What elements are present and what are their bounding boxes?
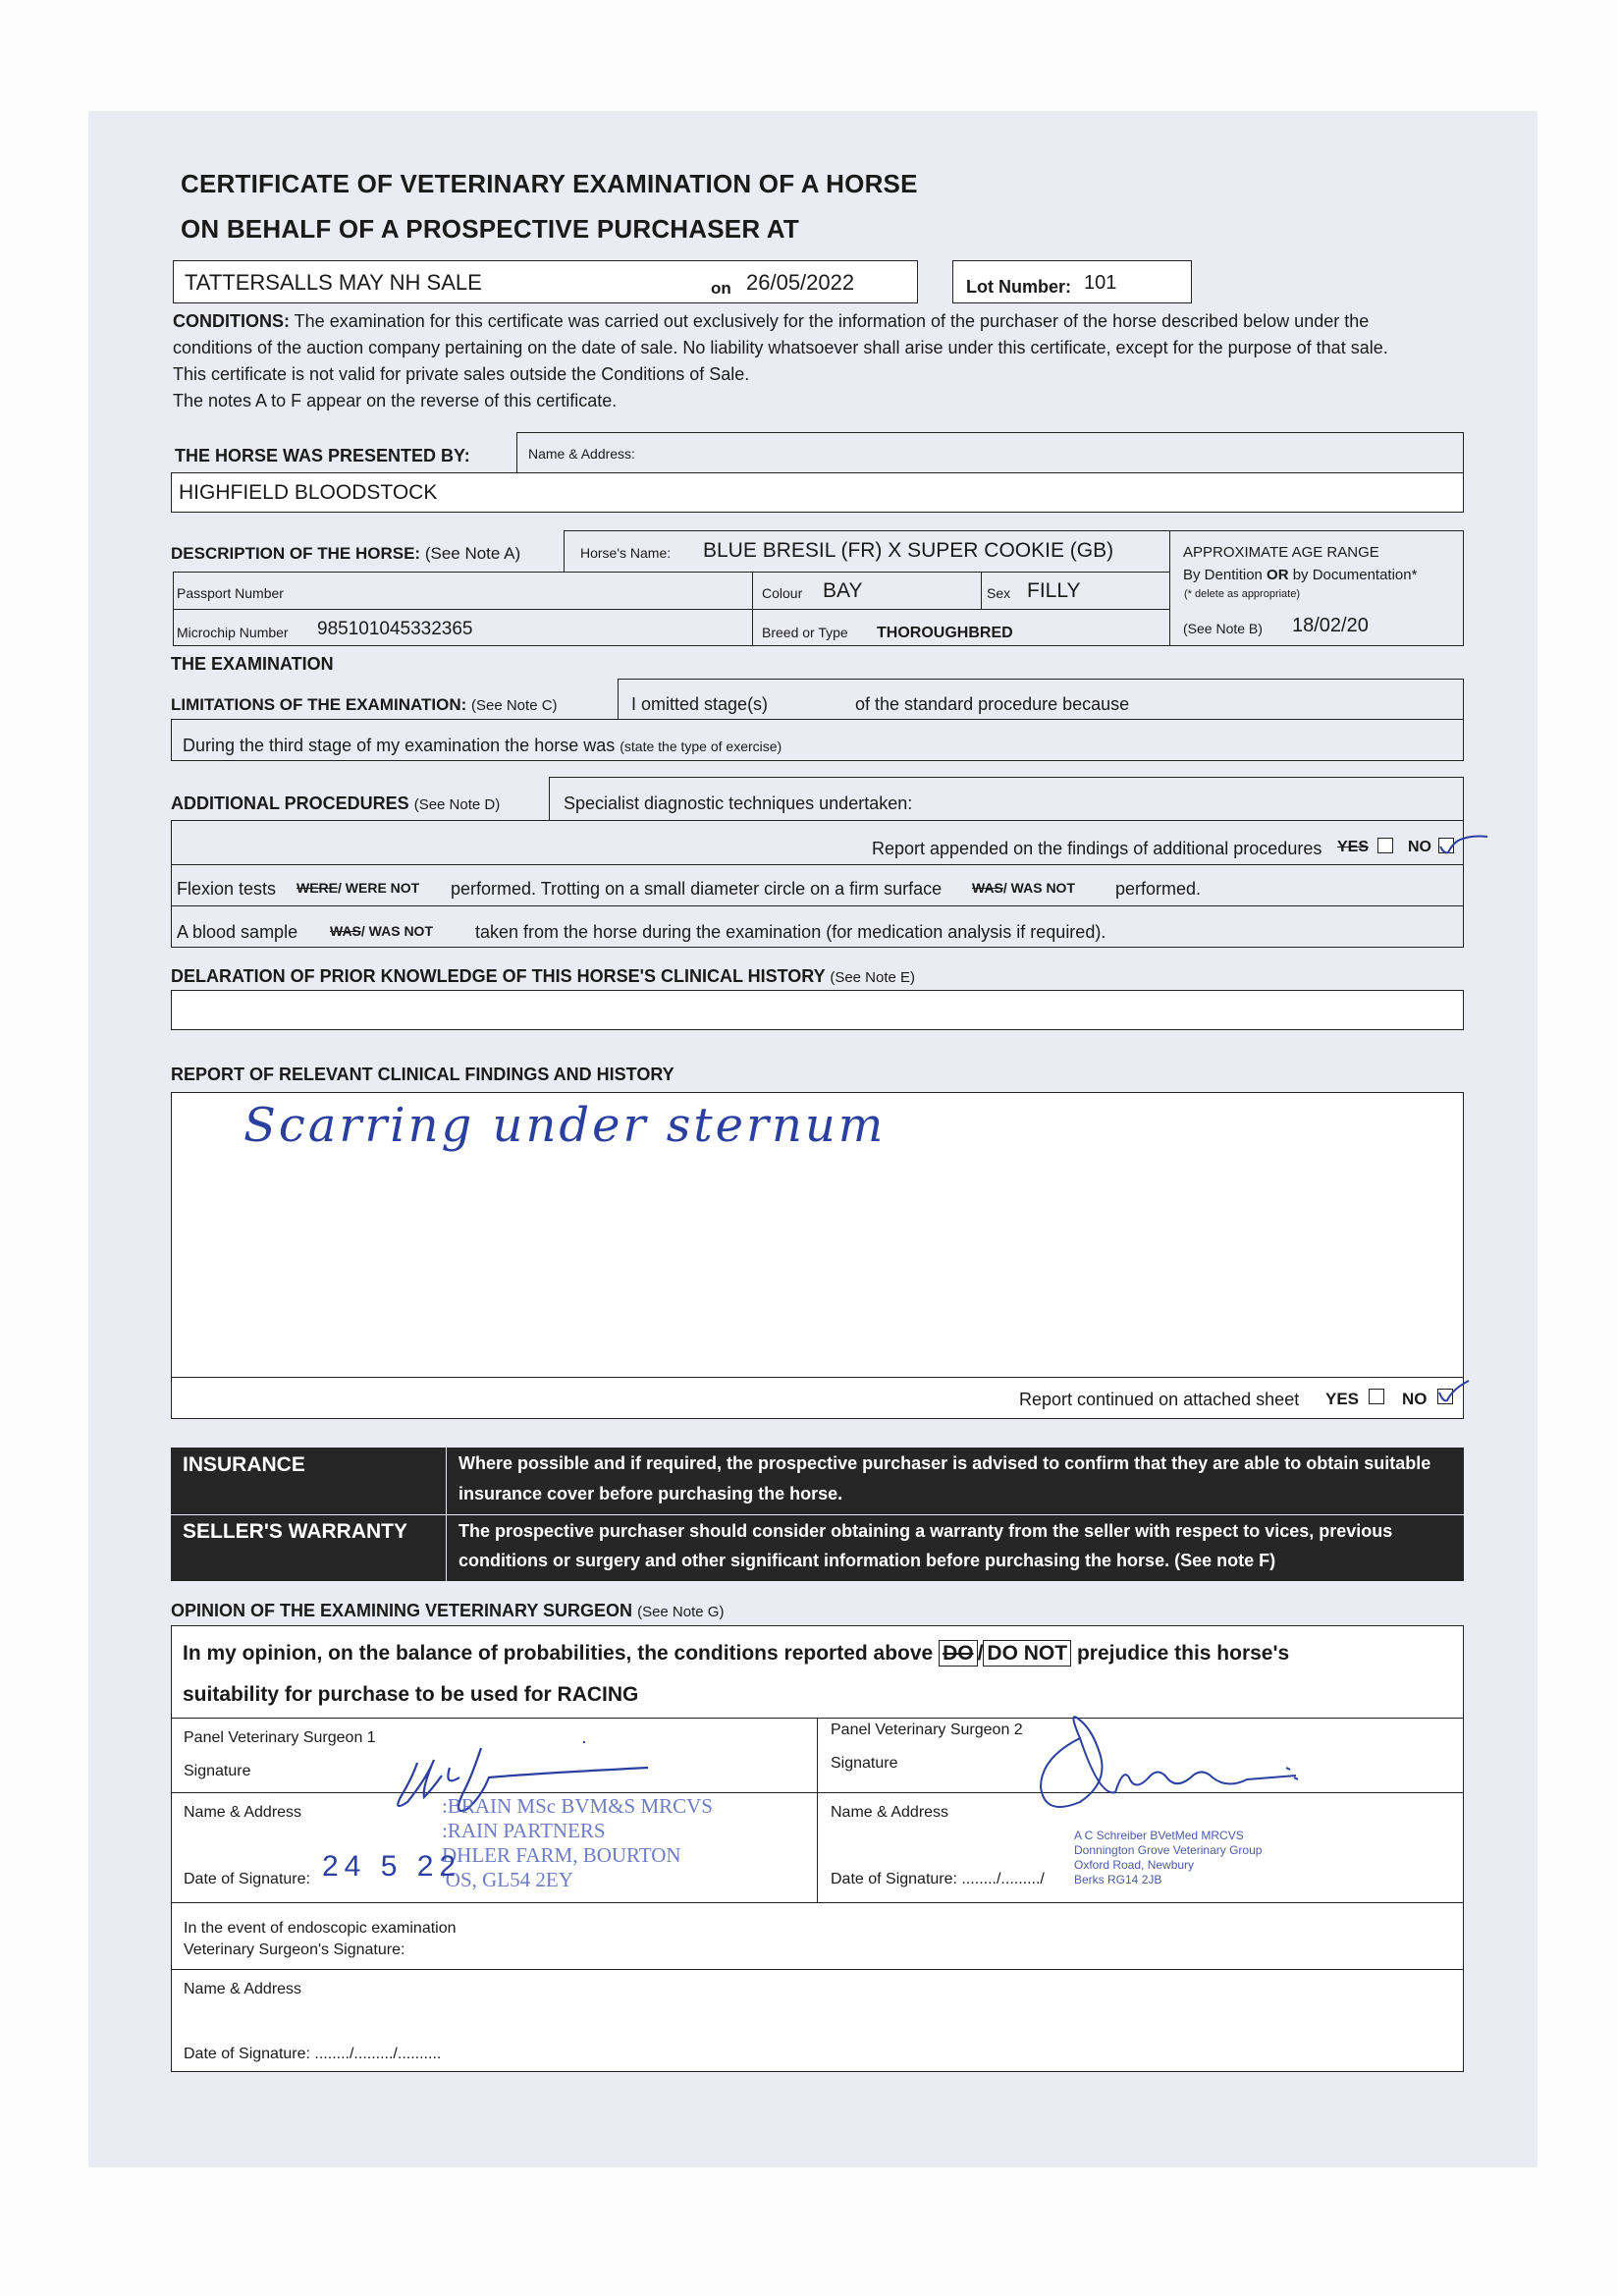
- surgeon1-date-label: Date of Signature:: [184, 1871, 310, 1887]
- certificate-title-line1: CERTIFICATE OF VETERINARY EXAMINATION OF A HORSE: [181, 169, 918, 198]
- age-range-title: APPROXIMATE AGE RANGE: [1183, 544, 1379, 561]
- additional-procedures-label: ADDITIONAL PROCEDURES (See Note D): [171, 793, 501, 813]
- declaration-box: [171, 990, 1464, 1030]
- horse-name: BLUE BRESIL (FR) X SUPER COOKIE (GB): [703, 539, 1114, 562]
- flexion-performed-text: performed. Trotting on a small diameter circle on a firm surface: [451, 879, 943, 899]
- surgeon2-date-label: Date of Signature: ......../........./: [831, 1871, 1045, 1887]
- third-stage-label: During the third stage of my examination the horse was (state the type of exercise): [183, 736, 782, 755]
- presented-name-address-label: Name & Address:: [528, 446, 635, 462]
- sale-name: TATTERSALLS MAY NH SALE: [185, 270, 482, 295]
- surgeon2-signature-label: Signature: [831, 1755, 898, 1772]
- horse-name-label: Horse's Name:: [580, 545, 672, 561]
- age-note-b: (See Note B): [1183, 621, 1263, 636]
- conditions-notes: The notes A to F appear on the reverse of this certificate.: [173, 391, 618, 410]
- flexion-were-option: WERE/ WERE NOT: [297, 880, 420, 896]
- blood-sample-text: taken from the horse during the examination (for medication analysis if required).: [475, 922, 1106, 942]
- surgeon1-stamp: :BRAIN MSc BVM&S MRCVS :RAIN PARTNERS DHLER FARM, BOURTON 'OS, GL54 2EY: [442, 1794, 713, 1891]
- microchip-value: 985101045332365: [317, 619, 473, 639]
- surgeon2-stamp: A C Schreiber BVetMed MRCVS Donnington Grove Veterinary Group Oxford Road, Newbury Berks RG14 2JB: [1074, 1829, 1263, 1886]
- omitted-stages-label: I omitted stage(s): [631, 694, 769, 714]
- surgeon1-name-label: Name & Address: [184, 1804, 302, 1821]
- conditions-text: [173, 308, 1420, 414]
- declaration-label: DELARATION OF PRIOR KNOWLEDGE OF THIS HORSE'S CLINICAL HISTORY (See Note E): [171, 966, 916, 986]
- presented-by-label: THE HORSE WAS PRESENTED BY:: [175, 446, 470, 465]
- presented-name-box: [516, 432, 1464, 473]
- endoscopic-line-1: In the event of endoscopic examination: [184, 1920, 457, 1937]
- warranty-text-1: The prospective purchaser should consider obtaining a warranty from the seller with respect to vices, previous: [458, 1521, 1393, 1541]
- insurance-text-2: insurance cover before purchasing the horse.: [458, 1484, 843, 1503]
- tick-mark-icon: [1435, 1379, 1475, 1408]
- limitations-label: LIMITATIONS OF THE EXAMINATION: (See Note C): [171, 695, 558, 714]
- examination-label: THE EXAMINATION: [171, 654, 334, 674]
- sex-value: FILLY: [1027, 579, 1081, 602]
- surgeon2-signature: [1021, 1699, 1316, 1836]
- omitted-because-label: of the standard procedure because: [855, 694, 1130, 714]
- flexion-tests-label: Flexion tests: [177, 879, 277, 899]
- report-yes-checkbox[interactable]: [1369, 1389, 1384, 1404]
- breed-label: Breed or Type: [762, 625, 848, 640]
- colour-value: BAY: [823, 579, 863, 602]
- age-range-method: By Dentition OR by Documentation*: [1183, 567, 1418, 583]
- surgeon1-signature-label: Signature: [184, 1763, 251, 1779]
- opinion-line-1: In my opinion, on the balance of probabilities, the conditions reported above DO / DO NOT prejudice this horse's: [183, 1642, 1290, 1665]
- description-label: DESCRIPTION OF THE HORSE: (See Note A): [171, 544, 521, 563]
- certificate-title-line2: ON BEHALF OF A PROSPECTIVE PURCHASER AT: [181, 214, 799, 244]
- report-no-option: NO: [1402, 1390, 1428, 1408]
- age-value: 18/02/20: [1292, 615, 1369, 636]
- tick-mark-icon: [1436, 833, 1495, 862]
- trotting-was-option: WAS/ WAS NOT: [972, 880, 1076, 896]
- lot-number: 101: [1084, 272, 1117, 294]
- report-continued-label: Report continued on attached sheet: [1019, 1390, 1300, 1409]
- surgeon2-label: Panel Veterinary Surgeon 2: [831, 1722, 1023, 1738]
- report-appended-label: Report appended on the findings of additional procedures: [872, 839, 1322, 858]
- lot-number-label: Lot Number:: [966, 277, 1071, 297]
- opinion-line-2: suitability for purchase to be used for RACING: [183, 1683, 639, 1706]
- report-yes-option: YES: [1325, 1390, 1360, 1408]
- endoscopic-date-label: Date of Signature: ......../........./..........: [184, 2046, 442, 2062]
- breed-value: THOROUGHBRED: [877, 625, 1013, 641]
- opinion-label: OPINION OF THE EXAMINING VETERINARY SURGEON (See Note G): [171, 1601, 725, 1620]
- blood-was-option: WAS/ WAS NOT: [330, 923, 434, 939]
- insurance-label: INSURANCE: [183, 1453, 305, 1476]
- additional-yes-checkbox[interactable]: [1377, 838, 1393, 853]
- sale-date: 26/05/2022: [746, 270, 855, 295]
- insurance-text-1: Where possible and if required, the prospective purchaser is advised to confirm that they are able to obtain suitable: [458, 1453, 1431, 1473]
- conditions-body: The examination for this certificate was carried out exclusively for the information of the purchaser of the horse described below under the conditions of the auction company pertaining on the date of sale. No liability whatsoever shall arise under this certificate, except for the purpose of that sale. This certificate is not valid for private sales outside the Conditions of Sale.: [173, 311, 1388, 384]
- microchip-label: Microchip Number: [177, 625, 289, 640]
- sex-label: Sex: [987, 585, 1011, 601]
- warranty-text-2: conditions or surgery and other significant information before purchasing the horse. (See note F): [458, 1551, 1276, 1570]
- sale-on-label: on: [711, 279, 731, 298]
- report-label: REPORT OF RELEVANT CLINICAL FINDINGS AND HISTORY: [171, 1065, 674, 1084]
- colour-label: Colour: [762, 585, 803, 601]
- presented-by-value: HIGHFIELD BLOODSTOCK: [179, 481, 438, 504]
- passport-label: Passport Number: [177, 585, 284, 601]
- surgeon2-name-label: Name & Address: [831, 1804, 949, 1821]
- additional-yes-option: YES: [1337, 839, 1370, 855]
- surgeon1-date-value: 24 5 22: [322, 1850, 462, 1883]
- endoscopic-name-label: Name & Address: [184, 1981, 302, 1997]
- specialist-label: Specialist diagnostic techniques undertaken:: [564, 793, 913, 813]
- trotting-performed-text: performed.: [1115, 879, 1202, 899]
- warranty-label: SELLER'S WARRANTY: [183, 1520, 408, 1543]
- additional-no-option: NO: [1408, 839, 1431, 855]
- blood-sample-label: A blood sample: [177, 922, 298, 942]
- endoscopic-line-2: Veterinary Surgeon's Signature:: [184, 1941, 405, 1958]
- surgeon1-label: Panel Veterinary Surgeon 1: [184, 1729, 376, 1746]
- report-handwritten: Scarring under sternum: [243, 1098, 887, 1153]
- conditions-label: CONDITIONS:: [173, 311, 290, 331]
- age-delete-note: (* delete as appropriate): [1184, 588, 1301, 600]
